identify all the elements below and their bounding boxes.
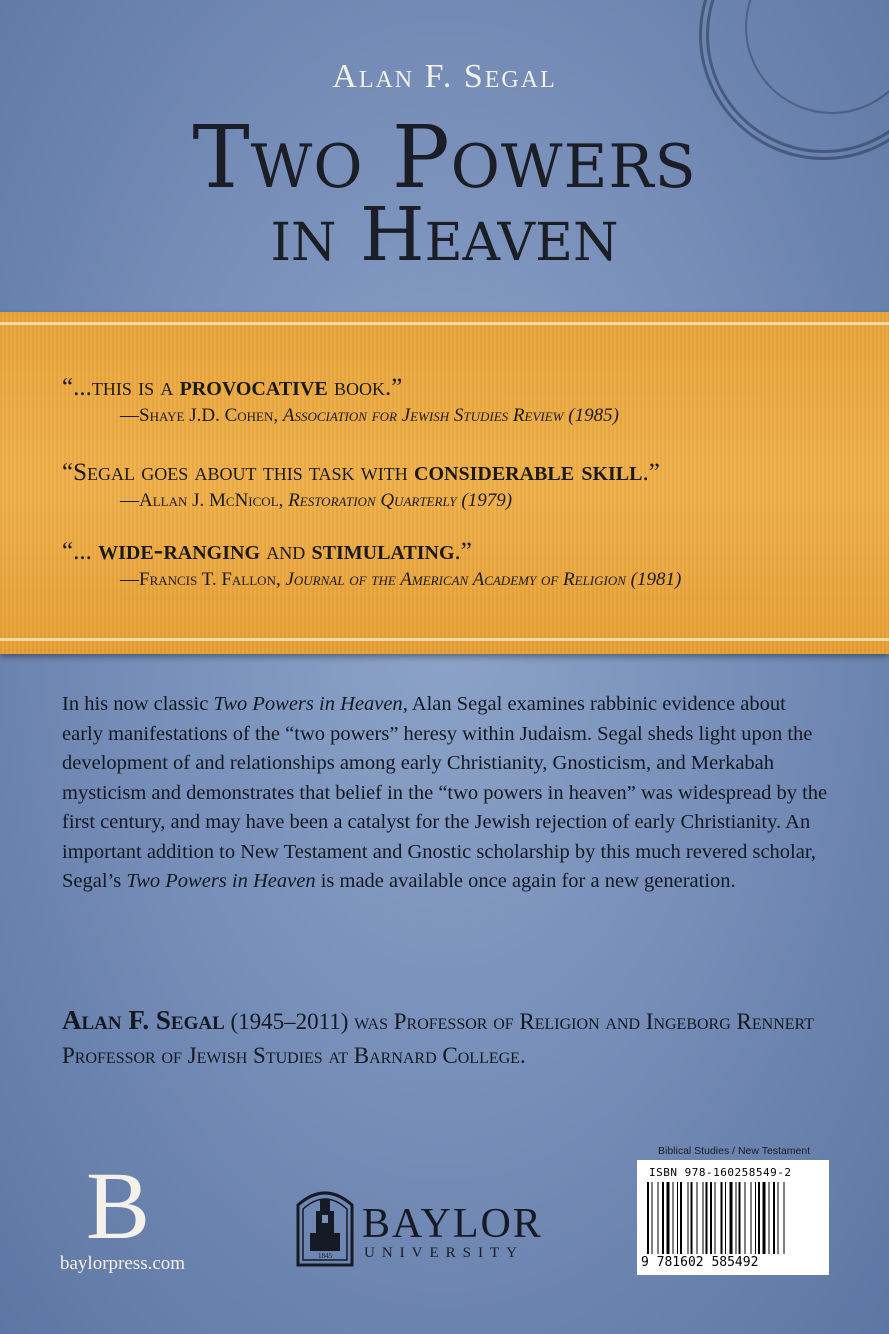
quote-2-lead: “Segal goes about this task with	[62, 459, 415, 486]
quote-1-reviewer: —Shaye J.D. Cohen,	[120, 405, 283, 426]
quote-3-text	[62, 534, 681, 567]
quote-2-emphasis: considerable skill	[414, 455, 643, 487]
quote-1-source: Association for Jewish Studies Review (1985)	[282, 405, 619, 426]
author-name-header: Alan F. Segal	[332, 58, 557, 95]
quote-1-text	[62, 370, 619, 403]
quote-2-attribution	[120, 490, 660, 512]
quote-1-lead: “...this is a	[62, 374, 180, 401]
isbn-barcode	[637, 1160, 829, 1275]
description-part-3: is made available once again for a new generation.	[315, 870, 736, 892]
quote-1-attribution	[120, 405, 619, 427]
book-title-line1: Two Powers	[192, 108, 697, 208]
review-quote-2	[62, 455, 660, 512]
publisher-url: baylorpress.com	[60, 1253, 186, 1274]
review-quote-3	[62, 534, 681, 591]
quote-2-reviewer: —Allan J. McNicol,	[120, 490, 289, 511]
description-title-ref-2: Two Powers in Heaven	[126, 870, 316, 892]
review-quote-1	[62, 370, 619, 427]
barcode-bars	[647, 1182, 819, 1254]
description-part-1: In his now classic	[62, 693, 214, 715]
bio-author-name: Alan F. Segal	[62, 1005, 225, 1035]
baylor-press-logo-icon	[86, 1160, 166, 1250]
quote-3-lead: “...	[62, 538, 99, 565]
baylor-wordmark: BAYLOR	[362, 1201, 543, 1247]
description-part-2: , Alan Segal examines rabbinic evidence about early manifestations of the “two powers” heresy within Judaism. Segal sheds light upon the development of and relationships among early Christianity, Gnosticism, and Merkabah mysticism and demonstrates that belief in the “two powers in heaven” was widespread by the first century, and may have been a catalyst for the Jewish rejection of early Christianity. An important addition to New Testament and Gnostic scholarship by this much revered scholar, Segal’s	[62, 693, 828, 892]
band-top-rule	[0, 322, 889, 325]
subject-category: Biblical Studies / New Testament	[658, 1145, 811, 1157]
band-bottom-rule	[0, 638, 889, 641]
quote-3-source: Journal of the American Academy of Religion (1981)	[285, 569, 682, 590]
quote-2-source: Restoration Quarterly (1979)	[288, 490, 513, 511]
barcode-number: 9 781602 585492	[641, 1255, 759, 1270]
author-bio	[62, 1003, 832, 1073]
praise-band	[0, 312, 889, 654]
bio-text: (1945–2011) was Professor of Religion and Ingeborg Rennert Professor of Jewish Studies at Barnard College.	[62, 1009, 815, 1068]
quote-3-attribution	[120, 569, 681, 591]
baylor-university-label: UNIVERSITY	[364, 1245, 524, 1261]
quote-2-text	[62, 455, 660, 488]
quote-3-emphasis-2: stimulating	[311, 534, 455, 566]
quote-3-mid: and	[260, 538, 312, 565]
quote-1-tail: book.”	[327, 374, 403, 401]
book-description	[62, 690, 830, 897]
publisher-logo-letter: B	[86, 1160, 151, 1250]
seal-year: 1845	[318, 1252, 332, 1260]
baylor-tower-seal-icon	[294, 1185, 356, 1271]
quote-3-tail: .”	[454, 538, 472, 565]
isbn-label: ISBN 978-160258549-2	[649, 1166, 792, 1179]
quote-3-emphasis-1: wide-ranging	[98, 534, 261, 566]
quote-2-tail: .”	[642, 459, 660, 486]
quote-3-reviewer: —Francis T. Fallon,	[120, 569, 286, 590]
description-title-ref-1: Two Powers in Heaven	[213, 693, 403, 715]
book-title-line2: in Heaven	[270, 192, 619, 278]
quote-1-emphasis: provocative	[179, 370, 328, 402]
